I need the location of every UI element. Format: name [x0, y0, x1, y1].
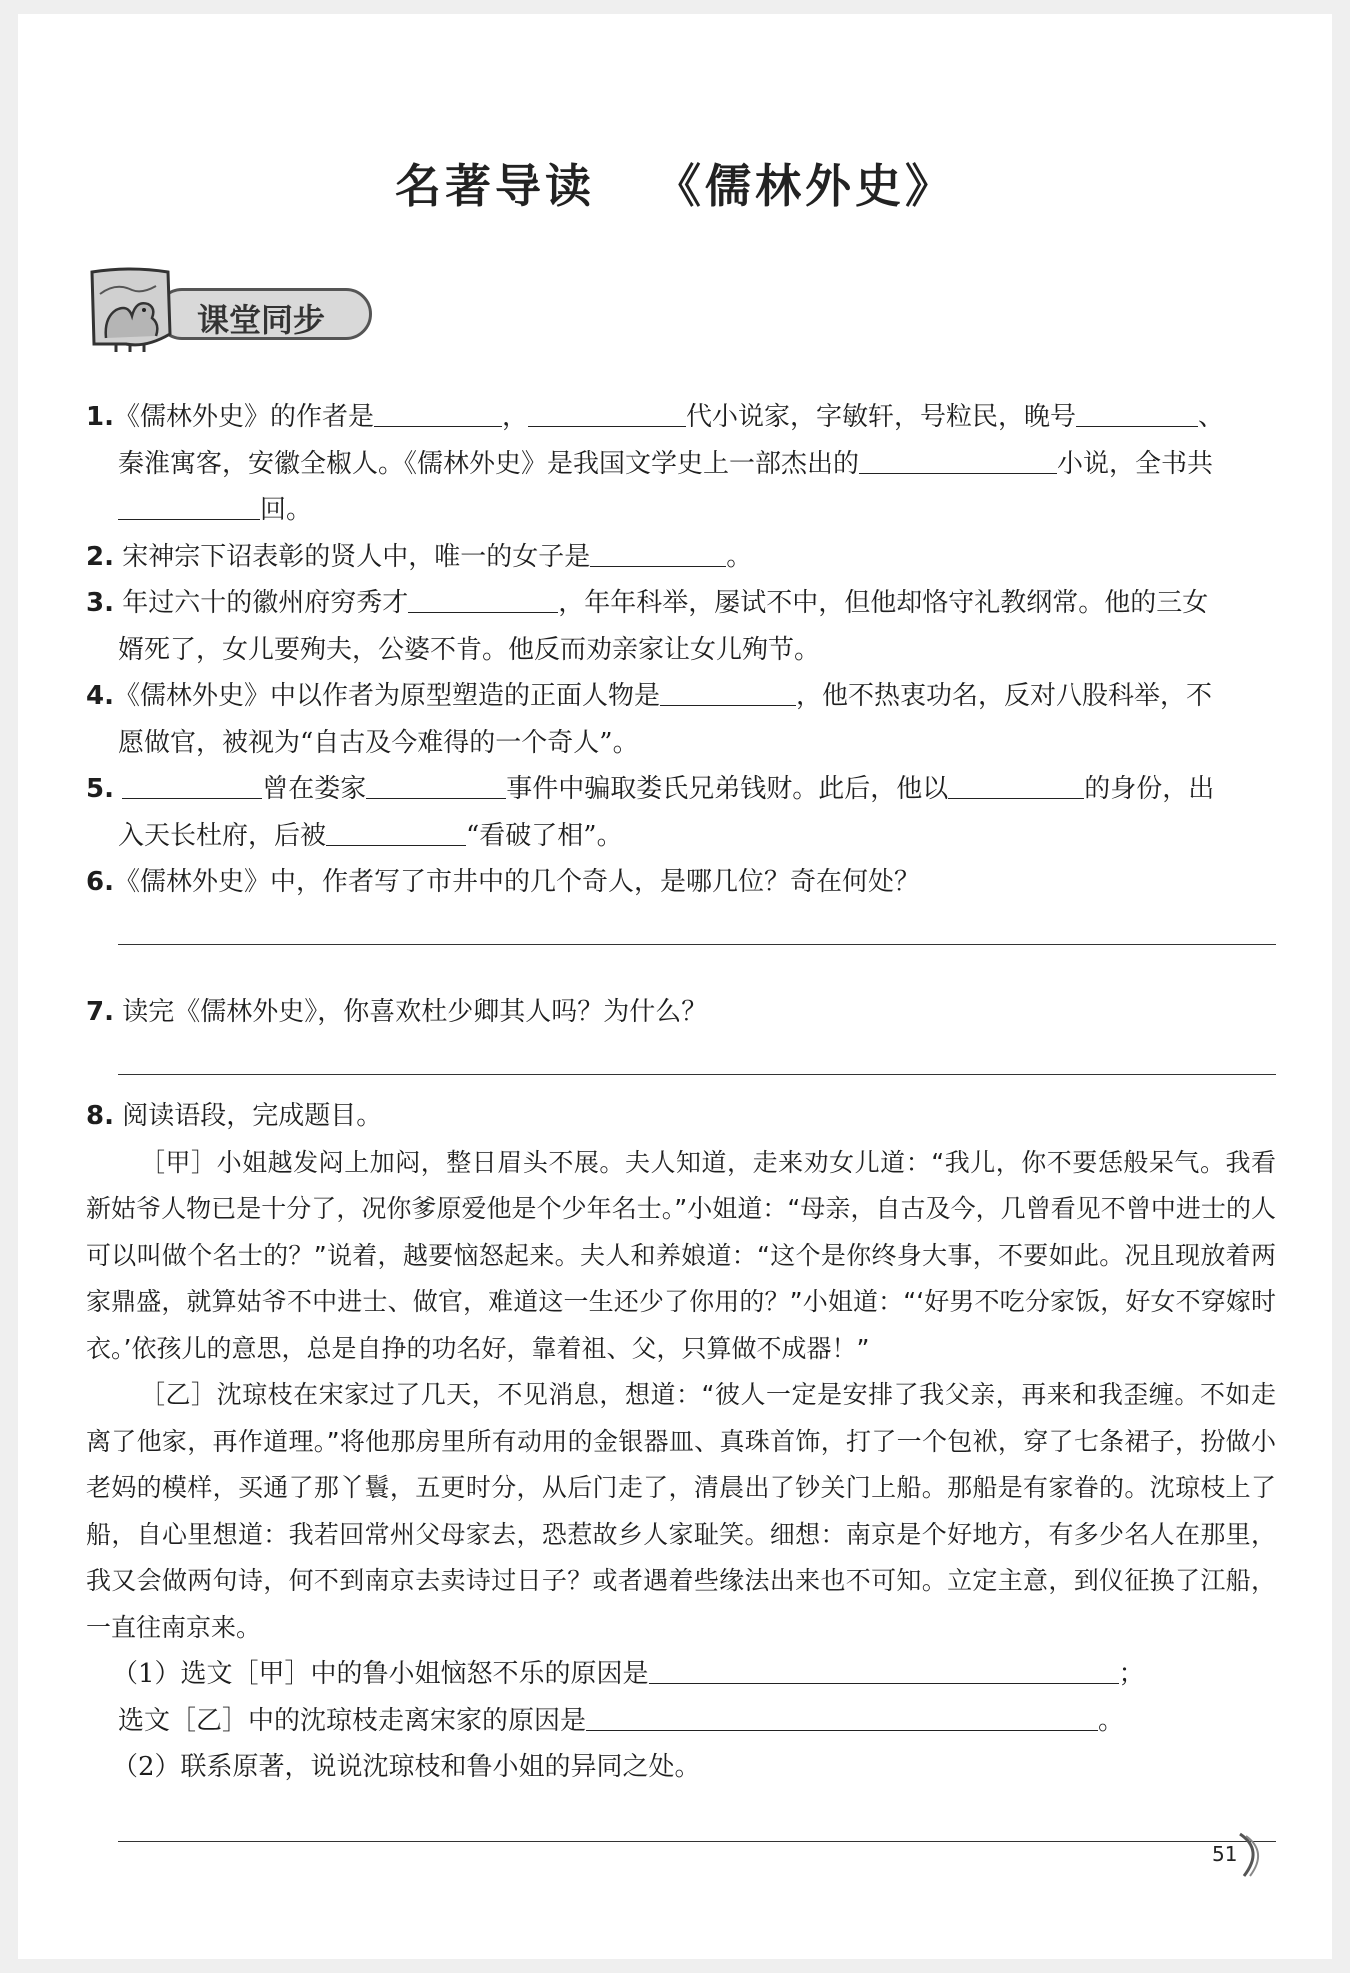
question-text: ，他不热衷功名，反对八股科举，不	[795, 681, 1212, 711]
section-badge-pill	[156, 288, 372, 340]
question-text: 宋神宗下诏表彰的贤人中，唯一的女子是	[122, 541, 591, 572]
question-text: 愿做官，被视为“自古及今难得的一个奇人”。	[118, 727, 639, 758]
question-number: 2.	[86, 541, 114, 572]
page-number	[1180, 1830, 1270, 1880]
question-text: 代小说家，字敏轩，号粒民，晚号	[686, 402, 1077, 432]
page-number-text: 51	[1212, 1842, 1238, 1866]
question-number: 1.	[86, 402, 114, 432]
question-text: 阅读语段，完成题目。	[122, 1101, 383, 1131]
passage-a: ［甲］小姐越发闷上加闷，整日眉头不展。夫人知道，走来劝女儿道：“我儿，你不要恁般呆气。我看新姑爷人物已是十分了，况你爹原爱他是个少年名士。”小姐道：“母亲，自古及今，几曾看见不曾中进士的人可以叫做个名士的？”说着，越要恼怒起来。夫人和养娘道：“这个是你终身大事，不要如此。况且现放着两家鼎盛，就算姑爷不中进士、做官，难道这一生还少了你用的？”小姐道：“‘好男不吃分家饭，好女不穿嫁时衣。’依孩儿的意思，总是自挣的功名好，靠着祖、父，只算做不成器！”	[86, 1147, 1276, 1363]
blank-woman[interactable]	[590, 536, 726, 567]
question-text: “看破了相”。	[466, 820, 623, 851]
question-text: 的身份，出	[1084, 774, 1215, 804]
question-text: 秦淮寓客，安徽全椒人。《儒林外史》是我国文学史上一部杰出的	[118, 448, 860, 479]
question-5	[86, 766, 1276, 859]
blank-dynasty[interactable]	[528, 396, 686, 427]
question-8	[86, 1093, 1276, 1140]
section-badge	[86, 264, 376, 356]
passage-b: ［乙］沈琼枝在宋家过了几天，不见消息，想道：“彼人一定是安排了我父亲，再来和我歪缠。不如走离了他家，再作道理。”将他那房里所有动用的金银器皿、真珠首饰，打了一个包袱，穿了七条裙子，扮做小老妈的模样，买通了那丫鬟，五更时分，从后门走了，清晨出了钞关门上船。那船是有家眷的。沈琼枝上了船，自心里想道：我若回常州父母家去，恐惹故乡人家耻笑。细想：南京是个好地方，有多少名人在那里，我又会做两句诗，何不到南京去卖诗过日子？或者遇着些缘法出来也不可知。立定主意，到仪征换了江船，一直往南京来。	[86, 1380, 1276, 1642]
question-number: 3.	[86, 588, 114, 618]
question-text: 曾在娄家	[262, 774, 367, 804]
question-text: 小说，全书共	[1057, 448, 1214, 479]
question-text: 婿死了，女儿要殉夫，公婆不肯。他反而劝亲家让女儿殉节。	[118, 634, 821, 665]
page-title-main: 名著导读	[395, 159, 595, 213]
blank-genre[interactable]	[859, 443, 1057, 474]
blank-exposer[interactable]	[326, 815, 466, 846]
question-7	[86, 989, 1276, 1036]
question-4	[86, 673, 1276, 766]
blank-reason-shen[interactable]	[586, 1700, 1098, 1731]
question-text: 读完《儒林外史》，你喜欢杜少卿其人吗？为什么？	[122, 997, 708, 1027]
blank-event[interactable]	[366, 768, 506, 799]
blank-late-name[interactable]	[1076, 396, 1198, 427]
question-text: 。	[726, 541, 753, 572]
page-title	[0, 150, 1350, 216]
question-text: 年过六十的徽州府穷秀才	[122, 588, 409, 618]
page-title-book: 《儒林外史》	[655, 159, 955, 213]
question-text: 回。	[260, 495, 313, 525]
question-number: 4.	[86, 681, 114, 711]
question-text: 《儒林外史》中，作者写了市井中的几个奇人，是哪几位？奇在何处？	[113, 867, 920, 897]
blank-character[interactable]	[660, 675, 796, 706]
answer-line-7[interactable]	[118, 1074, 1276, 1076]
section-badge-label: 课堂同步	[197, 301, 326, 339]
question-text: ；	[1118, 1659, 1145, 1689]
question-number: 6.	[86, 867, 114, 897]
question-number: 7.	[86, 997, 114, 1027]
question-text: （2）联系原著，说说沈琼枝和鲁小姐的异同之处。	[112, 1752, 701, 1782]
question-text: 《儒林外史》的作者是	[113, 402, 374, 432]
sub-question-1b	[86, 1698, 1276, 1745]
question-text: （1）选文［甲］中的鲁小姐恼怒不乐的原因是	[112, 1659, 649, 1689]
question-text: 事件中骗取娄氏兄弟钱财。此后，他以	[506, 774, 949, 804]
blank-author[interactable]	[374, 396, 502, 427]
question-2	[86, 534, 1276, 581]
dinosaur-icon	[86, 264, 174, 356]
question-text: 入天长杜府，后被	[118, 820, 327, 851]
answer-line-6[interactable]	[118, 944, 1276, 946]
sub-question-2	[86, 1744, 1276, 1791]
blank-person[interactable]	[122, 768, 262, 799]
blank-identity[interactable]	[948, 768, 1084, 799]
question-number: 8.	[86, 1101, 114, 1131]
question-3	[86, 580, 1276, 673]
question-text: 、	[1198, 402, 1225, 432]
answer-line-8[interactable]	[118, 1841, 1276, 1843]
question-6	[86, 859, 1276, 906]
question-text: ，年年科举，屡试不中，但他却恪守礼教纲常。他的三女	[558, 588, 1209, 618]
questions-area	[86, 394, 1276, 1842]
question-number: 5.	[86, 774, 114, 804]
question-text: ，	[501, 402, 528, 432]
question-text: 。	[1098, 1705, 1125, 1736]
question-text: 选文［乙］中的沈琼枝走离宋家的原因是	[118, 1705, 587, 1736]
sub-question-1a	[86, 1651, 1276, 1698]
question-1	[86, 394, 1276, 534]
blank-chapters[interactable]	[118, 489, 260, 520]
question-text: 《儒林外史》中以作者为原型塑造的正面人物是	[113, 681, 660, 711]
blank-scholar[interactable]	[408, 582, 558, 613]
reading-passage	[86, 1140, 1276, 1652]
blank-reason-lu[interactable]	[649, 1653, 1119, 1684]
